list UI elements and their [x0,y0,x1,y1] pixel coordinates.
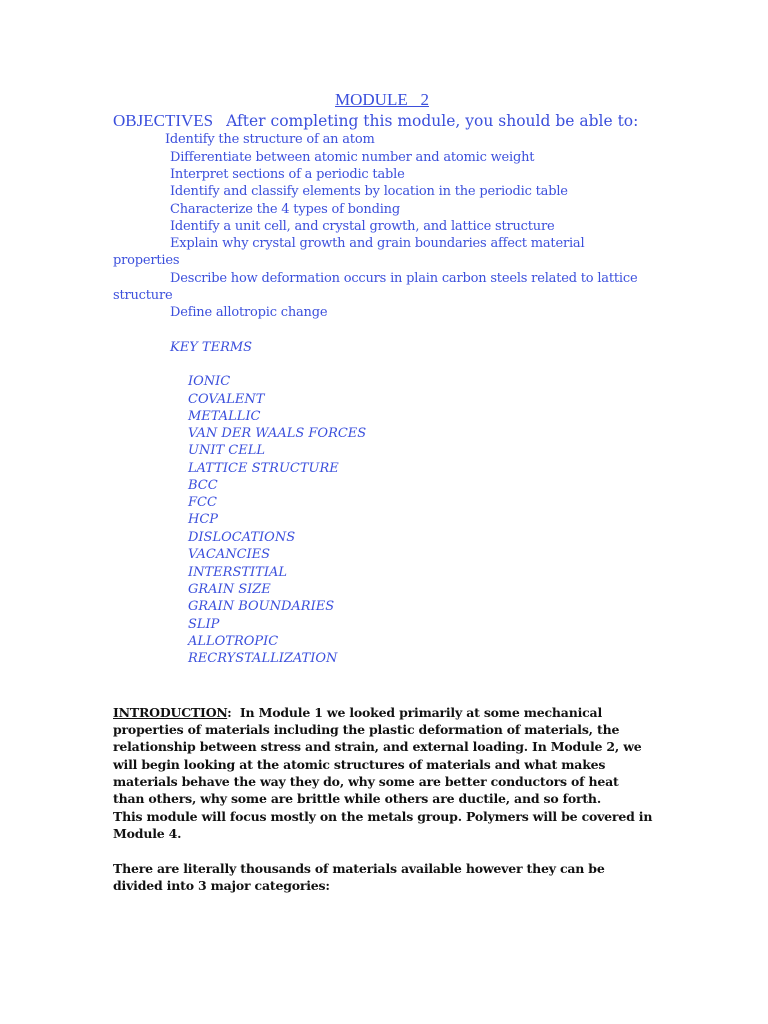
objective-item-continued: properties [113,253,180,268]
objectives-intro: After completing this module, you should be able to: [226,112,639,130]
key-term: VACANCIES [188,547,271,562]
key-term: ALLOTROPIC [188,634,279,649]
key-term: SLIP [188,617,220,632]
categories-paragraph: There are literally thousands of materials available however they can be divided into 3 major categories: [113,861,605,894]
key-term: UNIT CELL [188,443,265,458]
key-term: INTERSTITIAL [188,565,287,580]
key-term: DISLOCATIONS [188,530,296,545]
objective-item: Define allotropic change [170,305,328,320]
introduction-paragraph [113,704,653,807]
introduction-colon: : [227,705,232,720]
key-term: GRAIN SIZE [188,582,271,597]
introduction-text: In Module 1 we looked primarily at some mechanical properties of materials including the plastic deformation of materials, the relationship between stress and strain, and external loading. In Module 2, we will begin looking at the atomic structures of materials and what makes materials behave the way they do, why some are better conductors of heat than others, why some are brittle while others are ductile, and so forth. [113,705,642,807]
objective-item: Identify a unit cell, and crystal growth, and lattice structure [170,219,555,234]
key-term: IONIC [188,374,231,389]
key-term: COVALENT [188,392,265,407]
objective-item: Identify and classify elements by location in the periodic table [170,184,568,199]
objective-item: Characterize the 4 types of bonding [170,202,400,217]
key-term: RECRYSTALLIZATION [188,651,338,666]
module-title: MODULE 2 [335,90,429,109]
key-term: FCC [188,495,217,510]
objective-item: Interpret sections of a periodic table [170,167,405,182]
objectives-line [113,111,638,131]
objective-item: Explain why crystal growth and grain boundaries affect material [170,236,585,251]
key-terms-heading: KEY TERMS [170,340,253,355]
objective-item-continued: structure [113,288,173,303]
introduction-label: INTRODUCTION [113,705,228,720]
objectives-heading: OBJECTIVES [113,111,214,130]
key-term: BCC [188,478,218,493]
key-term: METALLIC [188,409,261,424]
key-term: VAN DER WAALS FORCES [188,426,367,441]
objective-item: Identify the structure of an atom [165,132,375,147]
module-focus-paragraph: This module will focus mostly on the metals group. Polymers will be covered in Module 4. [113,809,653,842]
objective-item: Describe how deformation occurs in plain carbon steels related to lattice [170,271,638,286]
key-term: LATTICE STRUCTURE [188,461,339,476]
objective-item: Differentiate between atomic number and atomic weight [170,150,535,165]
key-term: HCP [188,512,219,527]
key-term: GRAIN BOUNDARIES [188,599,335,614]
